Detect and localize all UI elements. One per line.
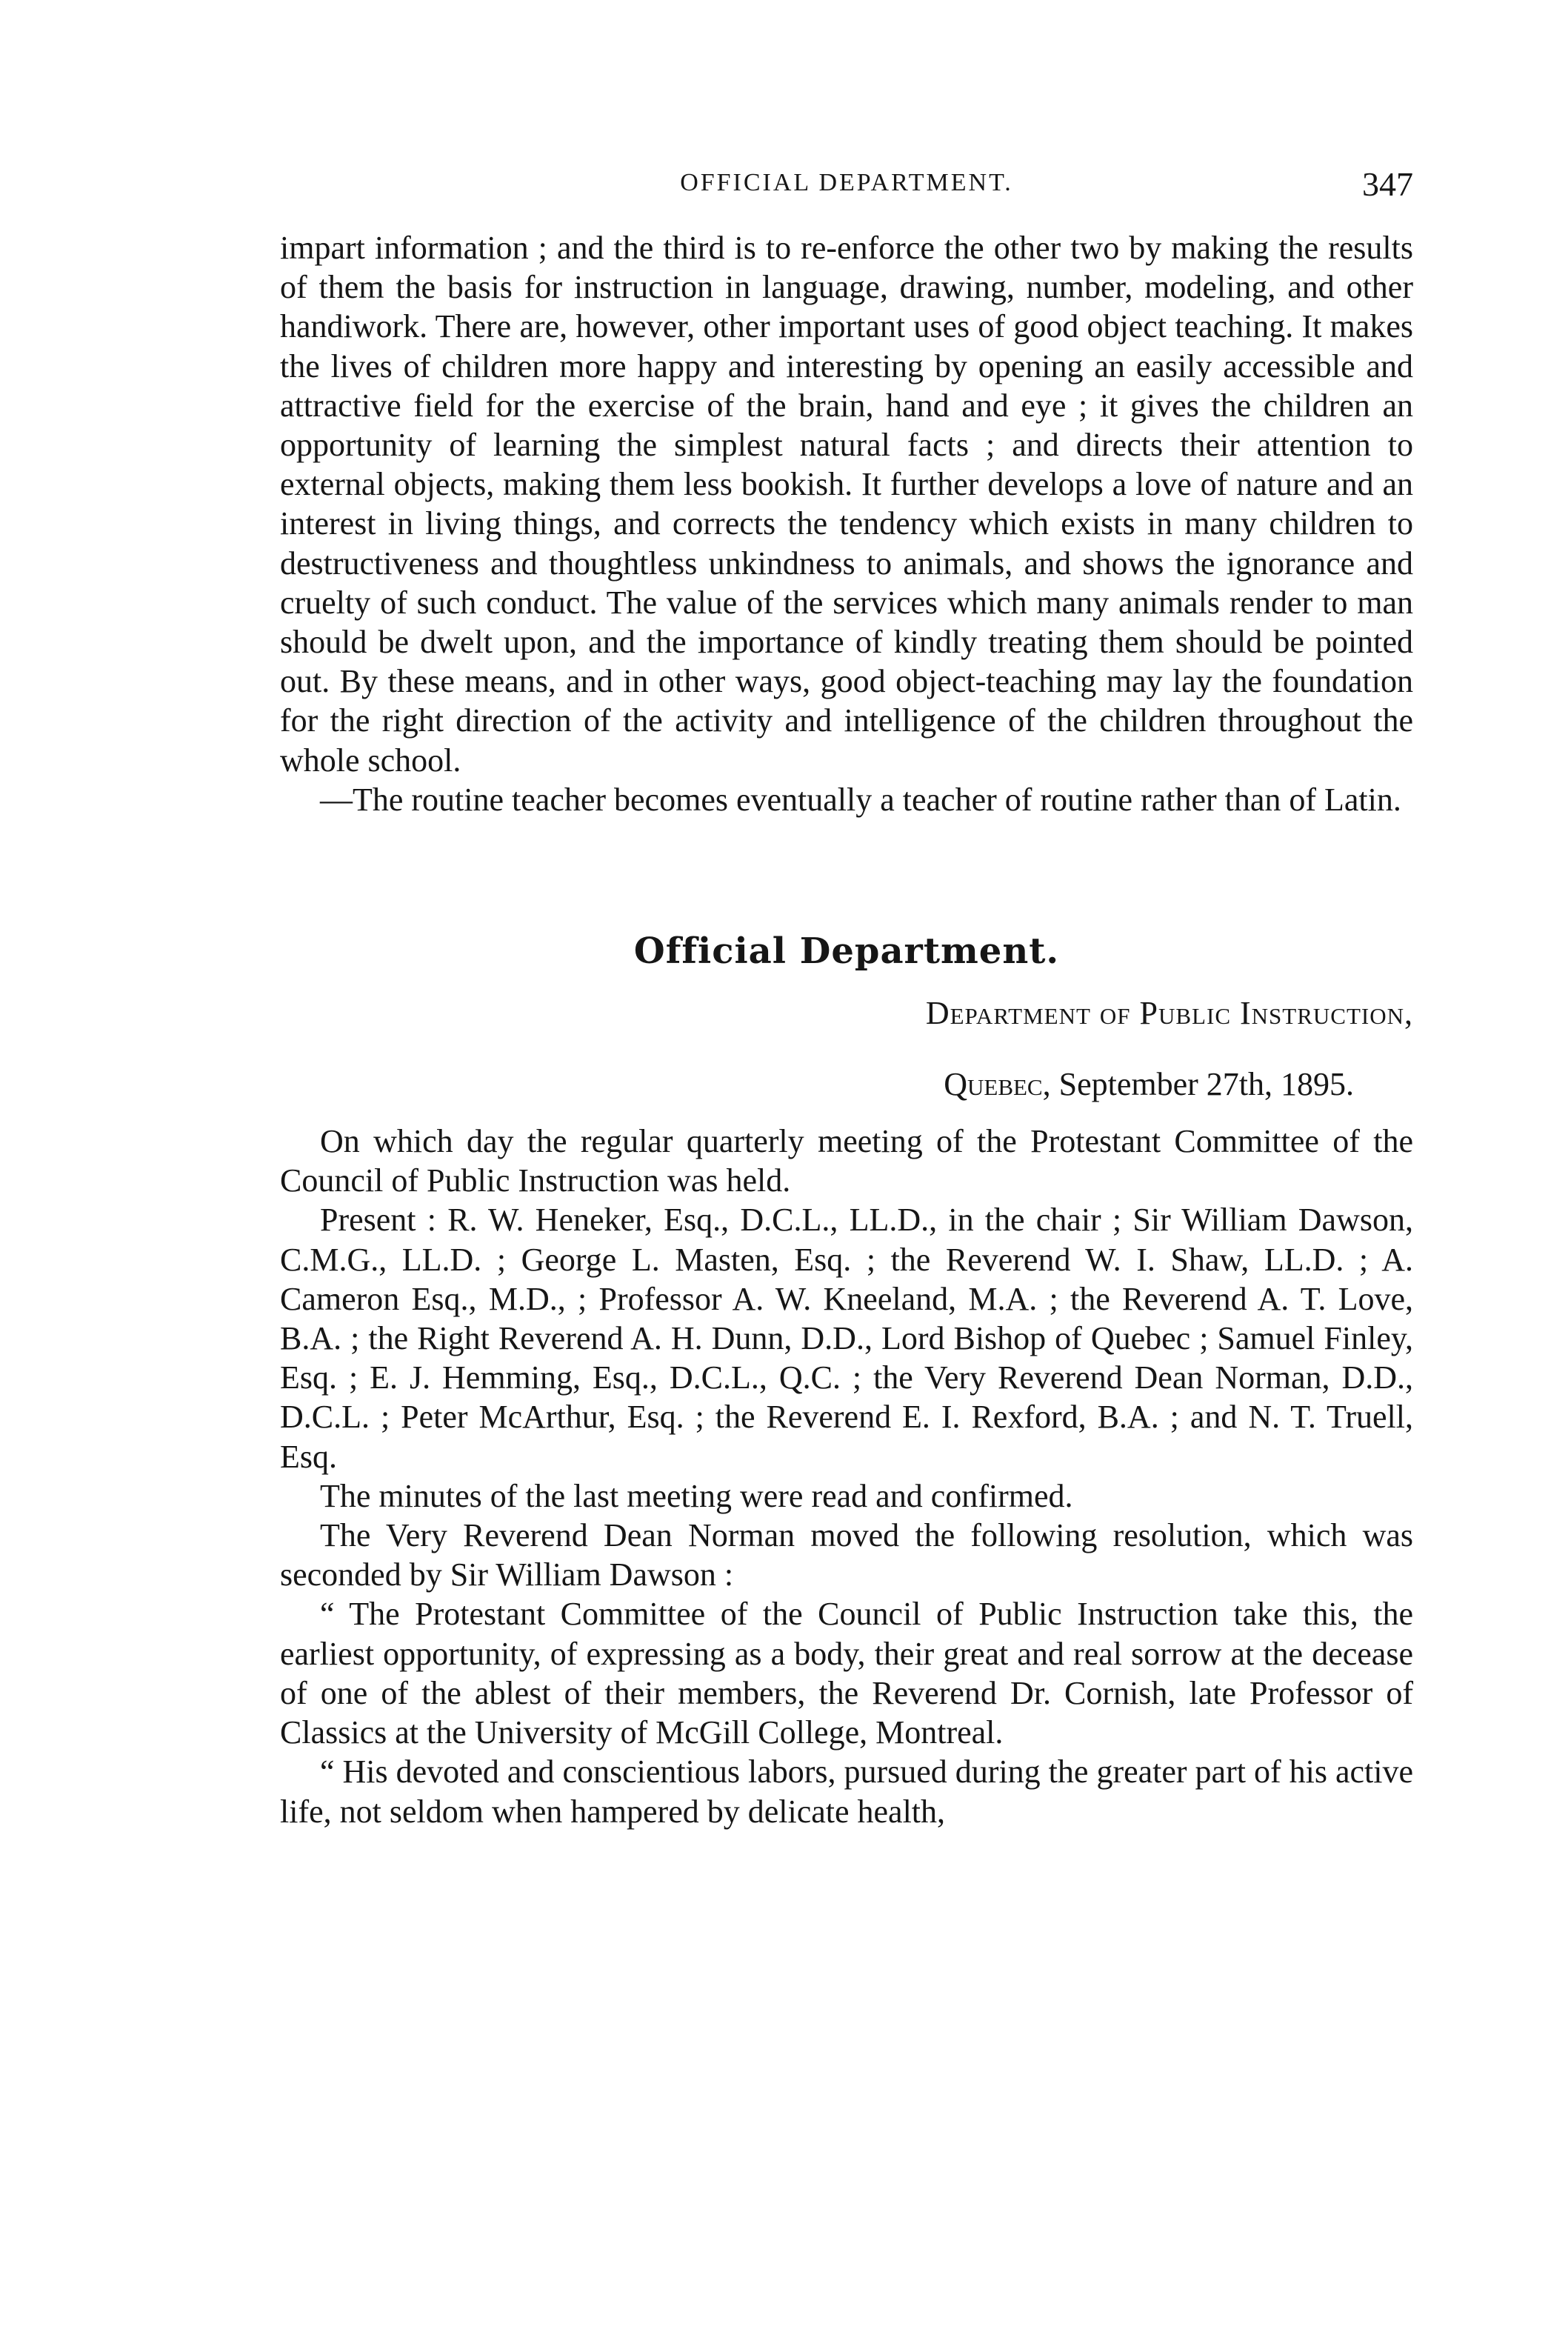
page — [280, 165, 1413, 1831]
paragraph-minutes: The minutes of the last meeting were read and confirmed. — [320, 1477, 1073, 1514]
paragraph-resolution-moved: The Very Reverend Dean Norman moved the following resolution, which was seconded by Sir William Dawson : — [280, 1517, 1413, 1593]
running-title: OFFICIAL DEPARTMENT. — [680, 169, 1013, 196]
paragraph-object-teaching: impart information ; and the third is to re-enforce the other two by making the results of them the basis for instruction in language, drawing, number, modeling, and other handiwork. There are, however, other important uses of good object teaching. It makes the lives of children more happy and interesting by opening an easily accessible and attractive field for the exercise of the brain, hand and eye ; it gives the children an opportunity of learning the simplest natural facts ; and directs their attention to external objects, making them less bookish. It further develops a love of nature and an interest in living things, and corrects the tendency which exists in many children to destructiveness and thoughtless unkindness to animals, and shows the ignorance and cruelty of such conduct. The value of the services which many animals render to man should be dwelt upon, and the importance of kindly treating them should be pointed out. By these means, and in other ways, good object-teaching may lay the foundation for the right direction of the activity and intelligence of the children throughout the whole school. — [280, 230, 1413, 779]
dateline-department: Department of Public Instruction, — [925, 995, 1413, 1032]
dateline-date: September 27th, 1895. — [1058, 1066, 1354, 1103]
paragraph-devoted-labors: “ His devoted and conscientious labors, pursued during the greater part of his active life, not seldom when hampered by delicate health, — [280, 1753, 1413, 1830]
paragraph-meeting-held: On which day the regular quarterly meeting of the Protestant Committee of the Council of Public Instruction was held. — [280, 1123, 1413, 1199]
section-heading: Official Department. — [633, 930, 1060, 973]
paragraph-present: Present : R. W. Heneker, Esq., D.C.L., LL.D., in the chair ; Sir William Dawson, C.M.G., LL.D. ; George L. Masten, Esq. ; the Reverend W. I. Shaw, LL.D. ; A. Cameron Esq., M.D., ; Professor A. W. Kneeland, M.A. ; the Reverend A. T. Love, B.A. ; the Right Reverend A. H. Dunn, D.D., Lord Bishop of Quebec ; Samuel Finley, Esq. ; E. J. Hemming, Esq., D.C.L., Q.C. ; the Very Reverend Dean Norman, D.D., D.C.L. ; Peter McArthur, Esq. ; the Reverend E. I. Rexford, B.A. ; and N. T. Truell, Esq. — [280, 1202, 1413, 1475]
running-head — [280, 165, 1413, 213]
paragraph-routine-teacher: —The routine teacher becomes eventually a teacher of routine rather than of Latin. — [320, 781, 1401, 818]
page-number: 347 — [1362, 165, 1413, 203]
dateline — [280, 1064, 1354, 1105]
paragraph-resolution-text: “ The Protestant Committee of the Council of Public Instruction take this, the earliest opportunity, of expressing as a body, their great and real sorrow at the decease of one of the ablest of their members, the Reverend Dr. Cornish, late Professor of Classics at the University of McGill College, Montreal. — [280, 1596, 1413, 1751]
dateline-place: Quebec, — [944, 1066, 1051, 1103]
